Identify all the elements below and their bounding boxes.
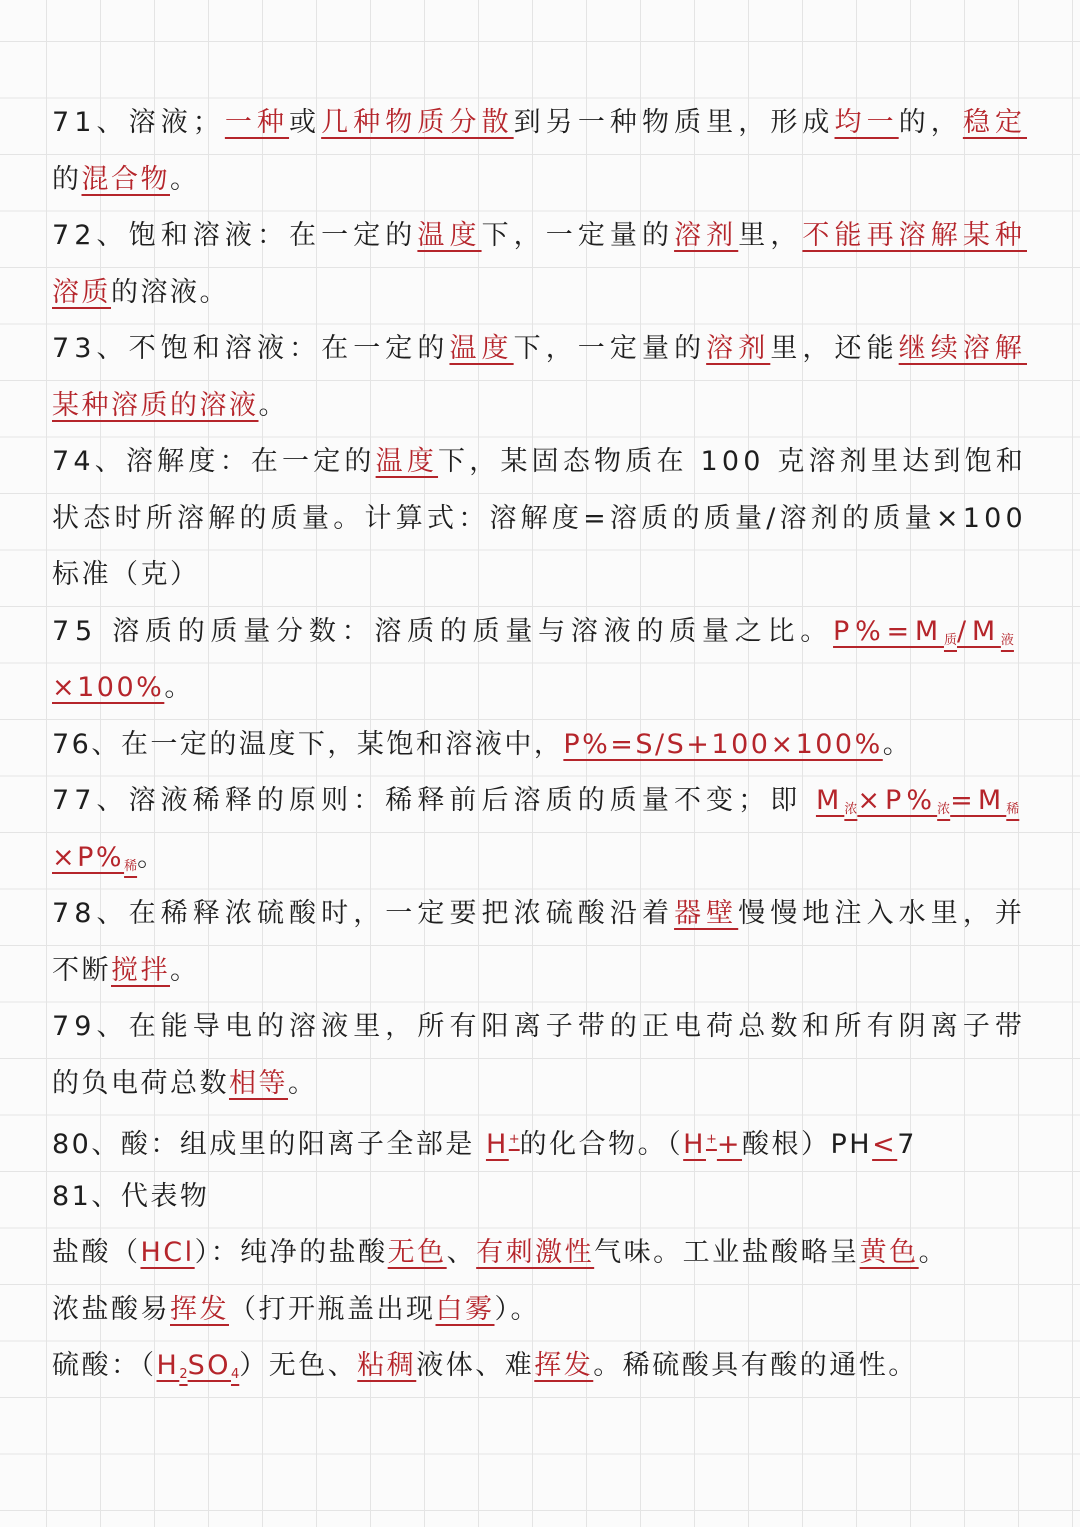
note-text: 。 bbox=[882, 728, 913, 760]
note-line-text bbox=[52, 1237, 948, 1268]
notes-page bbox=[52, 95, 1027, 1395]
highlighted-term: 浓 bbox=[844, 802, 858, 817]
note-text: ）无色、 bbox=[239, 1350, 358, 1381]
note-text: 的 bbox=[52, 163, 82, 195]
highlighted-term: 白雾 bbox=[435, 1293, 495, 1325]
note-line-text bbox=[52, 1294, 540, 1325]
note-line-text bbox=[52, 503, 1027, 534]
note-line bbox=[52, 1225, 1027, 1282]
note-text: 75 溶质的质量分数：溶质的质量与溶液的质量之比。 bbox=[52, 615, 834, 647]
note-line bbox=[52, 547, 1027, 604]
note-text: 78、在稀释浓硫酸时，一定要把浓硫酸沿着 bbox=[52, 898, 675, 929]
note-line bbox=[52, 321, 1027, 378]
note-line bbox=[52, 773, 1027, 830]
note-text: 74、溶解度：在一定的 bbox=[52, 446, 376, 477]
note-line bbox=[52, 208, 1027, 265]
highlighted-term: 2 bbox=[179, 1367, 188, 1382]
highlighted-term: /M bbox=[956, 615, 1001, 647]
note-line-text bbox=[52, 898, 1027, 929]
note-text: 不断 bbox=[52, 954, 111, 986]
note-text: 里，还能 bbox=[770, 333, 899, 364]
highlighted-term: 稀 bbox=[124, 858, 138, 874]
note-text: 下，一定量的 bbox=[513, 333, 707, 364]
note-text: 的， bbox=[898, 107, 963, 138]
note-line-text bbox=[52, 1129, 917, 1160]
note-text: 浓盐酸易 bbox=[52, 1293, 170, 1325]
note-line bbox=[52, 660, 1027, 717]
highlighted-term: 稀 bbox=[1006, 802, 1020, 817]
note-text: 气味。工业盐酸略呈 bbox=[594, 1237, 860, 1268]
note-line-text bbox=[52, 955, 200, 986]
highlighted-term: =M bbox=[950, 785, 1007, 816]
highlighted-term: 液 bbox=[1000, 632, 1014, 648]
highlighted-term: 挥发 bbox=[534, 1350, 594, 1381]
note-text: 。 bbox=[137, 841, 167, 873]
note-text: 73、不饱和溶液：在一定的 bbox=[52, 333, 450, 364]
highlighted-term: M bbox=[815, 785, 845, 816]
highlighted-term: 继续溶解 bbox=[898, 333, 1027, 364]
note-line bbox=[52, 152, 1027, 209]
note-line bbox=[52, 1282, 1027, 1339]
note-text: 。 bbox=[258, 389, 288, 421]
note-line-text bbox=[52, 672, 194, 703]
note-text: 。 bbox=[170, 954, 200, 986]
note-line bbox=[52, 1056, 1027, 1113]
highlighted-term: SO bbox=[187, 1350, 231, 1381]
highlighted-term: ×P% bbox=[857, 785, 938, 816]
note-text: 。稀硫酸具有酸的通性。 bbox=[593, 1350, 918, 1381]
note-text: 7 bbox=[897, 1129, 917, 1160]
highlighted-term: P%=S/S+100×100% bbox=[563, 728, 883, 760]
note-text: 液体、难 bbox=[416, 1350, 535, 1381]
highlighted-term: H bbox=[683, 1129, 706, 1160]
highlighted-term: 4 bbox=[230, 1367, 240, 1382]
note-line bbox=[52, 999, 1027, 1056]
highlighted-term: 溶剂 bbox=[674, 220, 739, 251]
note-text: 。 bbox=[288, 1067, 318, 1099]
note-line-text bbox=[52, 333, 1027, 364]
note-line-text bbox=[52, 1011, 1027, 1042]
highlighted-term: 浓 bbox=[937, 802, 951, 817]
note-text: 硫酸：（ bbox=[52, 1350, 157, 1381]
highlighted-term: + bbox=[508, 1132, 520, 1147]
note-line bbox=[52, 434, 1027, 491]
note-text: 下，一定量的 bbox=[481, 220, 675, 251]
note-text: 79、在能导电的溶液里，所有阳离子带的正电荷总数和所有阴离子带 bbox=[52, 1011, 1027, 1042]
note-text: 的溶液。 bbox=[111, 276, 229, 308]
note-text: 里， bbox=[738, 220, 803, 251]
note-line bbox=[52, 1169, 1027, 1226]
highlighted-term: 器壁 bbox=[674, 898, 739, 929]
highlighted-term: 搅拌 bbox=[111, 954, 170, 986]
highlighted-term: + bbox=[705, 1132, 717, 1147]
highlighted-term: 粘稠 bbox=[357, 1350, 417, 1381]
highlighted-term: 混合物 bbox=[81, 163, 170, 195]
note-line bbox=[52, 265, 1027, 322]
highlighted-term: 挥发 bbox=[170, 1293, 229, 1325]
note-text: 标准（克） bbox=[52, 559, 200, 590]
highlighted-term: P%=M bbox=[833, 615, 944, 647]
highlighted-term: 不能再溶解某种 bbox=[802, 220, 1027, 251]
note-line-text bbox=[52, 559, 200, 590]
highlighted-term: 某种溶质的溶液 bbox=[52, 389, 259, 421]
highlighted-term: ×P% bbox=[52, 841, 125, 873]
note-text: 81、代表物 bbox=[52, 1180, 210, 1212]
highlighted-term: 有刺激性 bbox=[476, 1237, 595, 1268]
note-text: 的化合物。（ bbox=[519, 1129, 684, 1160]
highlighted-term: + bbox=[716, 1129, 743, 1160]
highlighted-term: 温度 bbox=[417, 220, 482, 251]
note-line bbox=[52, 491, 1027, 548]
highlighted-term: 相等 bbox=[229, 1067, 288, 1099]
note-line-text bbox=[52, 1068, 318, 1099]
note-line bbox=[52, 1338, 1027, 1395]
note-line-text bbox=[52, 785, 1019, 816]
note-line-text bbox=[52, 842, 167, 873]
highlighted-term: ×100% bbox=[52, 672, 165, 703]
note-text: 、 bbox=[446, 1237, 477, 1268]
highlighted-term: 溶剂 bbox=[706, 333, 771, 364]
note-line-text bbox=[52, 107, 1027, 138]
highlighted-term: H bbox=[156, 1350, 180, 1381]
note-text: 到另一种物质里，形成 bbox=[513, 107, 835, 138]
note-line bbox=[52, 717, 1027, 774]
highlighted-term: 稳定 bbox=[962, 107, 1027, 138]
note-line bbox=[52, 830, 1027, 887]
highlighted-term: 溶质 bbox=[52, 276, 111, 308]
note-line-text bbox=[52, 1181, 209, 1212]
note-text: 。 bbox=[918, 1237, 949, 1268]
note-line-text bbox=[52, 220, 1027, 251]
highlighted-term: 温度 bbox=[449, 333, 514, 364]
note-line-text bbox=[52, 446, 1027, 477]
note-line-text bbox=[52, 390, 288, 421]
highlighted-term: H bbox=[485, 1129, 509, 1160]
highlighted-term: 均一 bbox=[834, 107, 899, 138]
highlighted-term: 无色 bbox=[387, 1237, 447, 1268]
note-text: 下，某固态物质在 100 克溶剂里达到饱和 bbox=[438, 446, 1027, 477]
note-text: 77、溶液稀释的原则：稀释前后溶质的质量不变；即 bbox=[52, 785, 816, 816]
note-line-text bbox=[52, 616, 1014, 647]
note-text: 状态时所溶解的质量。计算式：溶解度=溶质的质量/溶剂的质量×100 bbox=[52, 502, 1027, 534]
note-text: 71、溶液； bbox=[52, 107, 225, 138]
note-text: 。 bbox=[170, 163, 200, 195]
highlighted-term: 质 bbox=[943, 632, 957, 648]
note-line-text bbox=[52, 164, 200, 195]
highlighted-term: HCl bbox=[140, 1237, 195, 1268]
note-text: 80、酸：组成里的阳离子全部是 bbox=[52, 1129, 486, 1160]
note-text: ）：纯净的盐酸 bbox=[194, 1237, 388, 1268]
highlighted-term: < bbox=[872, 1129, 898, 1160]
note-text: 盐酸（ bbox=[52, 1237, 141, 1268]
note-line bbox=[52, 95, 1027, 152]
note-text: 。 bbox=[164, 672, 194, 703]
note-text: （打开瓶盖出现 bbox=[229, 1293, 436, 1325]
note-text: 或 bbox=[289, 107, 322, 138]
note-text: 慢慢地注入水里，并 bbox=[738, 898, 1027, 929]
note-text: 72、饱和溶液：在一定的 bbox=[52, 220, 418, 251]
note-line-text bbox=[52, 277, 229, 308]
highlighted-term: 一种 bbox=[224, 107, 290, 138]
note-text: 76、在一定的温度下，某饱和溶液中， bbox=[52, 728, 564, 760]
note-line bbox=[52, 886, 1027, 943]
note-line bbox=[52, 943, 1027, 1000]
note-text: 的负电荷总数 bbox=[52, 1067, 229, 1099]
note-text: ）。 bbox=[494, 1293, 540, 1325]
note-line bbox=[52, 604, 1027, 661]
highlighted-term: 温度 bbox=[375, 446, 439, 477]
highlighted-term: 几种物质分散 bbox=[321, 107, 514, 138]
note-text: 酸根）PH bbox=[742, 1129, 873, 1160]
highlighted-term: 黄色 bbox=[859, 1237, 919, 1268]
note-line-text bbox=[52, 1350, 918, 1381]
note-line-text bbox=[52, 729, 912, 760]
note-line bbox=[52, 378, 1027, 435]
note-line bbox=[52, 1112, 1027, 1169]
